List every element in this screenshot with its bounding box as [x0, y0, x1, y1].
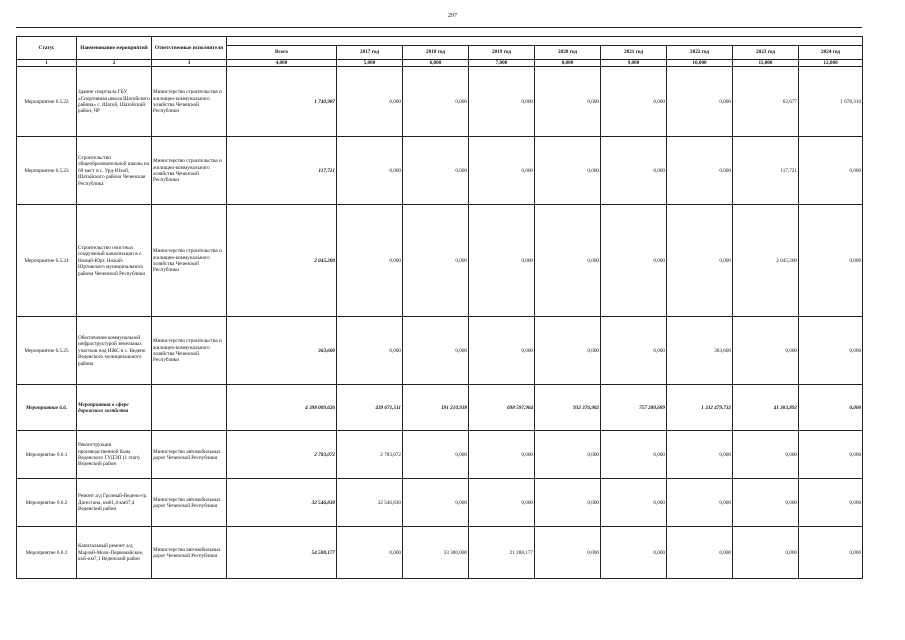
row-year-value: 0,000	[667, 205, 733, 317]
column-number: 9,000	[601, 60, 667, 67]
row-total: 54 588,177	[227, 527, 337, 579]
header-year: 2018 год	[403, 46, 469, 60]
header-name: Наименование мероприятий	[77, 37, 152, 60]
column-number: 6,000	[403, 60, 469, 67]
row-name: Обеспечение коммунальной инфраструктурой земельных участков под ИЖС в с. Ведено Веденского муниципального района	[77, 317, 152, 385]
row-year-value: 0,000	[601, 205, 667, 317]
row-year-value: 0,000	[799, 205, 863, 317]
row-total: 363,600	[227, 317, 337, 385]
row-year-value: 0,000	[535, 67, 601, 137]
row-year-value: 0,000	[535, 479, 601, 527]
row-executor: Министерство строительства и жилищно-коммунального хозяйства Чеченской Республики	[152, 67, 227, 137]
table-row	[17, 431, 863, 479]
header-year: 2022 год	[667, 46, 733, 60]
row-name: Ремонт а/д Грозный-Ведено-гр. Дагестана, км61,4-км67,4 Веденский район	[77, 479, 152, 527]
column-number: 5,000	[337, 60, 403, 67]
row-executor: Министерство автомобильных дорог Чеченской Республики	[152, 479, 227, 527]
header-total: Всего	[227, 46, 337, 60]
row-year-value: 0,000	[601, 317, 667, 385]
row-name: Строительство общеобразовательной школы на 60 мест в с. Урд-Юхой, Шатойского района Чеченская Республика	[77, 137, 152, 205]
row-total: 2 045,200	[227, 205, 337, 317]
row-year-value: 0,000	[469, 479, 535, 527]
row-year-value: 0,000	[667, 431, 733, 479]
row-year-value: 0,000	[667, 137, 733, 205]
row-year-value: 0,000	[799, 317, 863, 385]
row-year-value: 0,000	[601, 67, 667, 137]
column-number-row	[17, 60, 863, 67]
row-year-value: 1 678,310	[799, 67, 863, 137]
row-name: Здание спортзала ГБУ «Спортивная школа Шатойского района» с. Шатой, Шатойский район, ЧР	[77, 67, 152, 137]
column-number: 1	[17, 60, 77, 67]
row-year-value: 698 597,964	[469, 385, 535, 431]
row-executor: Министерство строительства и жилищно-коммунального хозяйства Чеченской Республики	[152, 317, 227, 385]
row-year-value: 33 300,000	[403, 527, 469, 579]
row-status: Мероприятие 6.5.24	[17, 205, 77, 317]
column-number: 10,000	[667, 60, 733, 67]
row-year-value: 0,000	[799, 385, 863, 431]
table-row	[17, 205, 863, 317]
row-year-value: 0,000	[337, 67, 403, 137]
row-year-value: 363,600	[667, 317, 733, 385]
row-status: Мероприятие 6.5.22	[17, 67, 77, 137]
header-executor: Ответственные исполнители	[152, 37, 227, 60]
column-number: 7,000	[469, 60, 535, 67]
row-year-value: 0,000	[535, 317, 601, 385]
row-year-value: 0,000	[337, 317, 403, 385]
row-year-value: 0,000	[601, 431, 667, 479]
row-executor: Министерство автомобильных дорог Чеченской Республики	[152, 431, 227, 479]
column-number: 12,000	[799, 60, 863, 67]
row-year-value: 0,000	[403, 479, 469, 527]
row-year-value: 0,000	[469, 205, 535, 317]
row-year-value: 0,000	[403, 317, 469, 385]
row-year-value: 0,000	[799, 431, 863, 479]
row-year-value: 439 671,511	[337, 385, 403, 431]
table-body	[17, 67, 863, 579]
column-number: 2	[77, 60, 152, 67]
row-year-value: 757 280,689	[601, 385, 667, 431]
table-row	[17, 479, 863, 527]
row-year-value: 117,721	[733, 137, 799, 205]
column-number: 3	[152, 60, 227, 67]
table-row	[17, 67, 863, 137]
header-year: 2021 год	[601, 46, 667, 60]
row-year-value: 191 210,938	[403, 385, 469, 431]
row-status: Мероприятие 6.6.2	[17, 479, 77, 527]
row-year-value: 0,000	[799, 137, 863, 205]
row-year-value: 0,000	[601, 527, 667, 579]
row-year-value: 0,000	[667, 67, 733, 137]
row-name: Капитальный ремонт а/д Марзой-Мохк-Первомайское, км5-км7,1 Веденский район	[77, 527, 152, 579]
row-year-value: 0,000	[535, 431, 601, 479]
row-year-value: 0,000	[469, 137, 535, 205]
column-number: 8,000	[535, 60, 601, 67]
row-year-value: 0,000	[601, 479, 667, 527]
row-year-value: 1 332 479,732	[667, 385, 733, 431]
row-year-value: 0,000	[733, 431, 799, 479]
row-executor: Министерство строительства и жилищно-коммунального хозяйства Чеченской Республики	[152, 205, 227, 317]
row-status: Мероприятие 6.6.1	[17, 431, 77, 479]
row-year-value: 0,000	[403, 431, 469, 479]
row-year-value: 0,000	[469, 67, 535, 137]
table-row	[17, 317, 863, 385]
row-status: Мероприятие 6.5.25	[17, 317, 77, 385]
row-year-value: 0,000	[667, 479, 733, 527]
row-year-value: 0,000	[469, 317, 535, 385]
row-executor: Министерство строительства и жилищно-коммунального хозяйства Чеченской Республики	[152, 137, 227, 205]
row-year-value: 0,000	[535, 137, 601, 205]
row-year-value: 21 288,177	[469, 527, 535, 579]
table-row	[17, 137, 863, 205]
budget-table	[16, 36, 863, 579]
row-executor	[152, 385, 227, 431]
row-year-value: 0,000	[799, 527, 863, 579]
column-number: 11,000	[733, 60, 799, 67]
table-row	[17, 385, 863, 431]
row-year-value: 0,000	[469, 431, 535, 479]
row-total: 2 783,072	[227, 431, 337, 479]
row-year-value: 932 376,902	[535, 385, 601, 431]
row-year-value: 0,000	[733, 479, 799, 527]
header-year: 2024 год	[799, 46, 863, 60]
row-year-value: 2 783,072	[337, 431, 403, 479]
row-year-value: 0,000	[535, 527, 601, 579]
header-year: 2019 год	[469, 46, 535, 60]
row-status: Мероприятие 6.6.	[17, 385, 77, 431]
row-year-value: 0,000	[535, 205, 601, 317]
header-status: Статус	[17, 37, 77, 60]
row-total: 4 398 009,626	[227, 385, 337, 431]
row-year-value: 0,000	[403, 67, 469, 137]
row-year-value: 0,000	[337, 137, 403, 205]
header-year: 2020 год	[535, 46, 601, 60]
row-total: 117,721	[227, 137, 337, 205]
row-year-value: 0,000	[601, 137, 667, 205]
page-number: 297	[448, 13, 457, 19]
row-total: 32 546,830	[227, 479, 337, 527]
column-number: 4,000	[227, 60, 337, 67]
row-year-value: 0,000	[337, 205, 403, 317]
row-total: 1 740,987	[227, 67, 337, 137]
row-year-value: 0,000	[733, 317, 799, 385]
table-row	[17, 527, 863, 579]
header-year: 2017 год	[337, 46, 403, 60]
row-name: Мероприятия в сфере дорожного хозяйства	[77, 385, 152, 431]
row-status: Мероприятие 6.5.23	[17, 137, 77, 205]
header-blank	[227, 37, 863, 46]
row-name: Строительство очистных сооружений канализации в с. Ножай-Юрт, Ножай-Юртовского муниципального района Чеченской Республики	[77, 205, 152, 317]
page-rule	[16, 27, 862, 28]
row-year-value: 0,000	[403, 205, 469, 317]
row-year-value: 0,000	[337, 527, 403, 579]
row-year-value: 0,000	[403, 137, 469, 205]
row-name: Реконструкция производственной базы Веденского ГУДЭП (1 этап) Веденский район	[77, 431, 152, 479]
row-year-value: 62,677	[733, 67, 799, 137]
row-year-value: 32 546,830	[337, 479, 403, 527]
row-year-value: 0,000	[733, 527, 799, 579]
row-year-value: 0,000	[799, 479, 863, 527]
row-status: Мероприятие 6.6.3	[17, 527, 77, 579]
row-executor: Министерство автомобильных дорог Чеченской Республики	[152, 527, 227, 579]
row-year-value: 2 045,200	[733, 205, 799, 317]
header-year: 2023 год	[733, 46, 799, 60]
row-year-value: 41 383,892	[733, 385, 799, 431]
row-year-value: 0,000	[667, 527, 733, 579]
